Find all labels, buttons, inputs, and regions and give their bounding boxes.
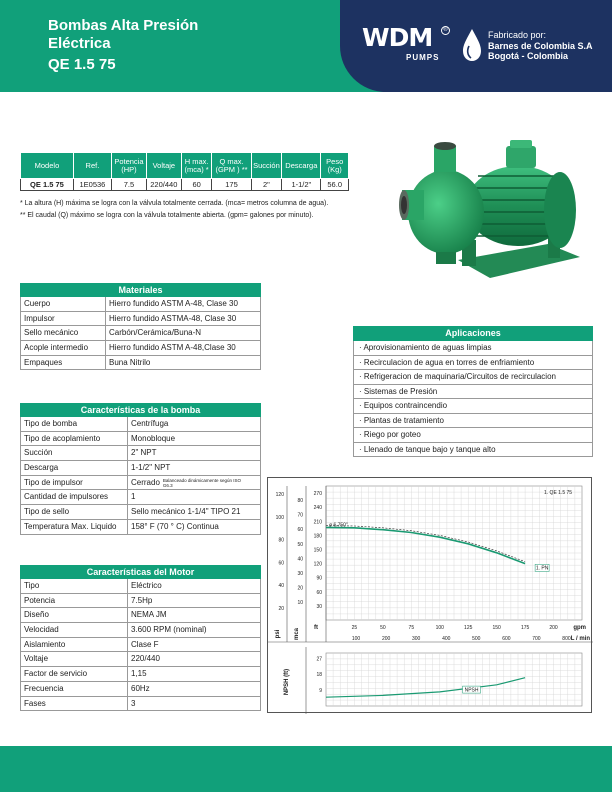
gpm-tick-label: 125 <box>464 625 473 631</box>
row-key: Succión <box>21 446 128 460</box>
lmin-axis-label: L / min <box>570 636 590 642</box>
lmin-tick-label: 500 <box>472 636 481 642</box>
list-item-label: Plantas de tratamiento <box>363 415 444 425</box>
list-item-label: Refrigeracion de maquinaria/Circuitos de recirculacion <box>363 372 556 381</box>
impulsor-type: Cerrado <box>131 477 160 487</box>
row-key: Fases <box>21 697 128 711</box>
psi-tick-label: 40 <box>278 583 284 590</box>
ft-tick-label: 120 <box>313 561 322 568</box>
spec-header: Voltaje <box>146 153 181 179</box>
spec-cell: QE 1.5 75 <box>21 179 74 191</box>
spec-cell: 1-1/2" <box>282 179 321 191</box>
product-title-line2: Eléctrica <box>48 35 111 52</box>
row-key: Tipo de acoplamiento <box>21 432 128 446</box>
list-item: · Llenado de tanque bajo y tanque alto <box>353 443 593 458</box>
list-item: · Riego por goteo <box>353 428 593 443</box>
table-row <box>20 461 261 476</box>
spec-header: H max. (mca) * <box>181 153 212 179</box>
row-key: Tipo de bomba <box>21 417 128 431</box>
materiales-table <box>20 283 261 370</box>
gpm-tick-label: 150 <box>492 625 501 631</box>
ft-tick-label: 60 <box>316 589 322 596</box>
row-key: Sello mecánico <box>21 326 106 340</box>
row-value: 3.600 RPM (nominal) <box>131 625 207 635</box>
table-row <box>20 667 261 682</box>
gpm-tick-label: 100 <box>435 625 444 631</box>
ft-tick-label: 180 <box>313 533 322 540</box>
gpm-axis-label: gpm <box>573 625 586 631</box>
list-item: · Sistemas de Presión <box>353 385 593 400</box>
row-key: Tipo de impulsor <box>21 476 128 490</box>
ft-tick-label: 210 <box>313 519 322 526</box>
table-row <box>20 505 261 520</box>
lmin-tick-label: 800 <box>562 636 571 642</box>
table-row <box>20 432 261 447</box>
table-row <box>20 608 261 623</box>
spec-header: Potencia (HP) <box>111 153 146 179</box>
row-key: Impulsor <box>21 312 106 326</box>
impeller-label: ø 6.750" <box>329 522 348 529</box>
bomba-table <box>20 403 261 535</box>
aplicaciones-title: Aplicaciones <box>353 326 593 341</box>
lmin-tick-label: 700 <box>532 636 541 642</box>
gpm-tick-label: 175 <box>520 625 530 631</box>
mca-tick-label: 70 <box>297 512 303 519</box>
row-key: Temperatura Max. Liquido <box>21 520 128 534</box>
row-value: 158° F (70 ° C) Continua <box>131 521 219 531</box>
ft-tick-label: 150 <box>313 547 322 554</box>
product-title-line1: Bombas Alta Presión <box>48 17 199 34</box>
row-value: Centrífuga <box>131 419 169 428</box>
table-row <box>20 652 261 667</box>
table-row <box>20 417 261 432</box>
lmin-tick-label: 400 <box>442 636 451 642</box>
row-value: NEMA JM <box>131 610 167 620</box>
note-height: * La altura (H) máxima se logra con la válvula totalmente cerrada. (mca= metros columna de agua). <box>20 200 329 207</box>
row-value: Sello mecánico 1-1/4" TIPO 21 <box>131 507 241 517</box>
table-row <box>20 446 261 461</box>
spec-cell: 56.0 <box>321 179 349 191</box>
list-item-label: Equipos contraincendio <box>363 401 448 410</box>
product-model: QE 1.5 75 <box>48 56 116 73</box>
list-item-label: Riego por goteo <box>363 430 421 439</box>
gpm-tick-label: 50 <box>380 625 386 631</box>
list-item-label: Llenado de tanque bajo y tanque alto <box>363 444 496 454</box>
spec-table <box>20 152 349 191</box>
spec-header: Descarga <box>282 153 321 179</box>
performance-chart <box>267 477 592 713</box>
row-key: Factor de servicio <box>21 667 128 681</box>
logo-wordmark: WDM <box>362 23 433 52</box>
row-value: Hierro fundido ASTM A-48,Clase 30 <box>109 343 236 353</box>
gpm-tick-label: 200 <box>549 625 558 631</box>
row-key: Diseño <box>21 608 128 622</box>
row-key: Acople intermedio <box>21 341 106 355</box>
spec-header: Modelo <box>21 153 74 179</box>
row-value: Clase F <box>131 639 159 649</box>
spec-cell: 60 <box>181 179 212 191</box>
row-value: 1-1/2" NPT <box>131 463 171 473</box>
psi-tick-label: 100 <box>275 514 284 521</box>
table-row <box>20 638 261 653</box>
row-value: 1 <box>131 492 136 502</box>
spec-cell: 2" <box>251 179 282 191</box>
materiales-title: Materiales <box>20 283 261 297</box>
row-key: Potencia <box>21 594 128 608</box>
list-item: · Plantas de tratamiento <box>353 414 593 429</box>
curve-tag-label: 1. PN <box>535 565 549 572</box>
row-key: Empaques <box>21 356 106 370</box>
psi-tick-label: 80 <box>278 537 284 544</box>
list-item-label: Sistemas de Presión <box>363 386 438 396</box>
spec-header: Peso (Kg) <box>321 153 349 179</box>
table-row <box>20 520 261 535</box>
psi-axis-label: psi <box>275 629 281 639</box>
list-item-label: Aprovisionamiento de aguas limpias <box>363 343 492 352</box>
row-key: Aislamiento <box>21 638 128 652</box>
spec-cell: 220/440 <box>146 179 181 191</box>
wdm-logo <box>362 24 450 68</box>
npsh-tag-label: NPSH <box>464 687 479 694</box>
spec-header: Q max. (GPM ) ** <box>212 153 251 179</box>
row-value: 1,15 <box>131 669 147 679</box>
mca-tick-label: 10 <box>297 600 303 607</box>
npsh-axis-label: NPSH (ft) <box>284 668 290 696</box>
motor-title: Características del Motor <box>20 565 261 579</box>
company-name: Barnes de Colombia S.A <box>488 41 593 51</box>
table-row <box>20 682 261 697</box>
npsh-tick-label: 18 <box>316 672 322 679</box>
list-item: · Recirculacion de agua en torres de enfriamiento <box>353 356 593 371</box>
row-key: Tipo de sello <box>21 505 128 519</box>
spec-cell: 7.5 <box>111 179 146 191</box>
table-row <box>20 341 261 356</box>
table-row <box>20 476 261 491</box>
performance-chart-svg <box>268 478 593 714</box>
spec-cell: 175 <box>212 179 251 191</box>
aplicaciones-table <box>353 326 593 457</box>
row-value: Buna Nitrilo <box>109 357 151 367</box>
water-drop-icon <box>462 28 482 62</box>
company-city: Bogotá - Colombia <box>488 51 568 61</box>
bomba-title: Características de la bomba <box>20 403 261 417</box>
row-key: Velocidad <box>21 623 128 637</box>
mca-tick-label: 40 <box>297 556 303 563</box>
ft-tick-label: 90 <box>316 575 322 582</box>
psi-tick-label: 60 <box>278 560 284 567</box>
motor-table <box>20 565 261 711</box>
list-item: · Equipos contraincendio <box>353 399 593 414</box>
table-row <box>20 297 261 312</box>
mca-tick-label: 30 <box>297 571 303 577</box>
table-row <box>20 326 261 341</box>
row-key: Tipo <box>21 579 128 593</box>
spec-cell: 1E0536 <box>73 179 111 191</box>
ft-tick-label: 240 <box>313 505 322 512</box>
mca-tick-label: 80 <box>297 498 303 504</box>
lmin-tick-label: 300 <box>412 636 421 642</box>
note-flow: ** El caudal (Q) máximo se logra con la válvula totalmente abierta. (gpm= galones por minuto). <box>20 212 314 219</box>
row-value: Carbón/Cerámica/Buna-N <box>109 328 202 338</box>
spec-data-row <box>21 179 349 191</box>
npsh-tick-label: 27 <box>316 656 322 663</box>
gpm-tick-label: 75 <box>408 625 415 631</box>
row-value: Hierro fundido ASTMA-48, Clase 30 <box>109 313 237 323</box>
psi-tick-label: 20 <box>278 606 284 612</box>
table-row <box>20 356 261 371</box>
spec-header: Ref. <box>73 153 111 179</box>
ft-axis-label: ft <box>314 625 318 631</box>
npsh-tick-label: 9 <box>319 688 322 695</box>
list-item: · Refrigeracion de maquinaria/Circuitos de recirculacion <box>353 370 593 385</box>
table-row <box>20 490 261 505</box>
mca-tick-label: 50 <box>297 541 303 548</box>
ft-tick-label: 30 <box>316 603 322 610</box>
mca-axis-label: mca <box>294 627 300 641</box>
spec-header-row <box>21 153 349 179</box>
footer-band <box>0 746 612 792</box>
row-key: Cuerpo <box>21 297 106 311</box>
lmin-tick-label: 600 <box>502 636 511 642</box>
row-value: Monobloque <box>131 433 176 443</box>
gpm-tick-label: 25 <box>351 625 358 631</box>
model-legend: 1. QE 1.5 75 <box>544 490 573 496</box>
row-value: 220/440 <box>131 654 160 664</box>
lmin-tick-label: 100 <box>351 636 361 642</box>
table-row <box>20 697 261 712</box>
fabricado-label: Fabricado por: <box>488 30 547 40</box>
impulsor-note: Balanceado dinámicamente según ISO G6.3 <box>162 477 241 488</box>
mca-tick-label: 60 <box>297 527 303 534</box>
row-value: 2" NPT <box>131 448 157 458</box>
pump-image <box>398 132 598 290</box>
table-row <box>20 623 261 638</box>
row-value <box>128 476 260 490</box>
registered-mark: ® <box>441 26 450 35</box>
mca-tick-label: 20 <box>297 585 303 592</box>
logo-subtitle: PUMPS <box>406 53 440 62</box>
lmin-tick-label: 200 <box>381 636 391 642</box>
ft-tick-label: 270 <box>313 491 322 498</box>
table-row <box>20 594 261 609</box>
row-key: Cantidad de impulsores <box>21 490 128 504</box>
row-value: 3 <box>131 698 136 708</box>
list-item-label: Recirculacion de agua en torres de enfriamiento <box>363 357 535 367</box>
spec-header: Succión <box>251 153 282 179</box>
psi-tick-label: 120 <box>275 492 284 498</box>
row-key: Voltaje <box>21 652 128 666</box>
list-item: · Aprovisionamiento de aguas limpias <box>353 341 593 356</box>
table-row <box>20 579 261 594</box>
row-value: 7.5Hp <box>131 595 153 605</box>
row-value: Hierro fundido ASTM A-48, Clase 30 <box>109 299 238 308</box>
row-key: Descarga <box>21 461 128 475</box>
table-row <box>20 312 261 327</box>
row-key: Frecuencia <box>21 682 128 696</box>
row-value: 60Hz <box>131 683 150 693</box>
row-value: Eléctrico <box>131 581 162 590</box>
